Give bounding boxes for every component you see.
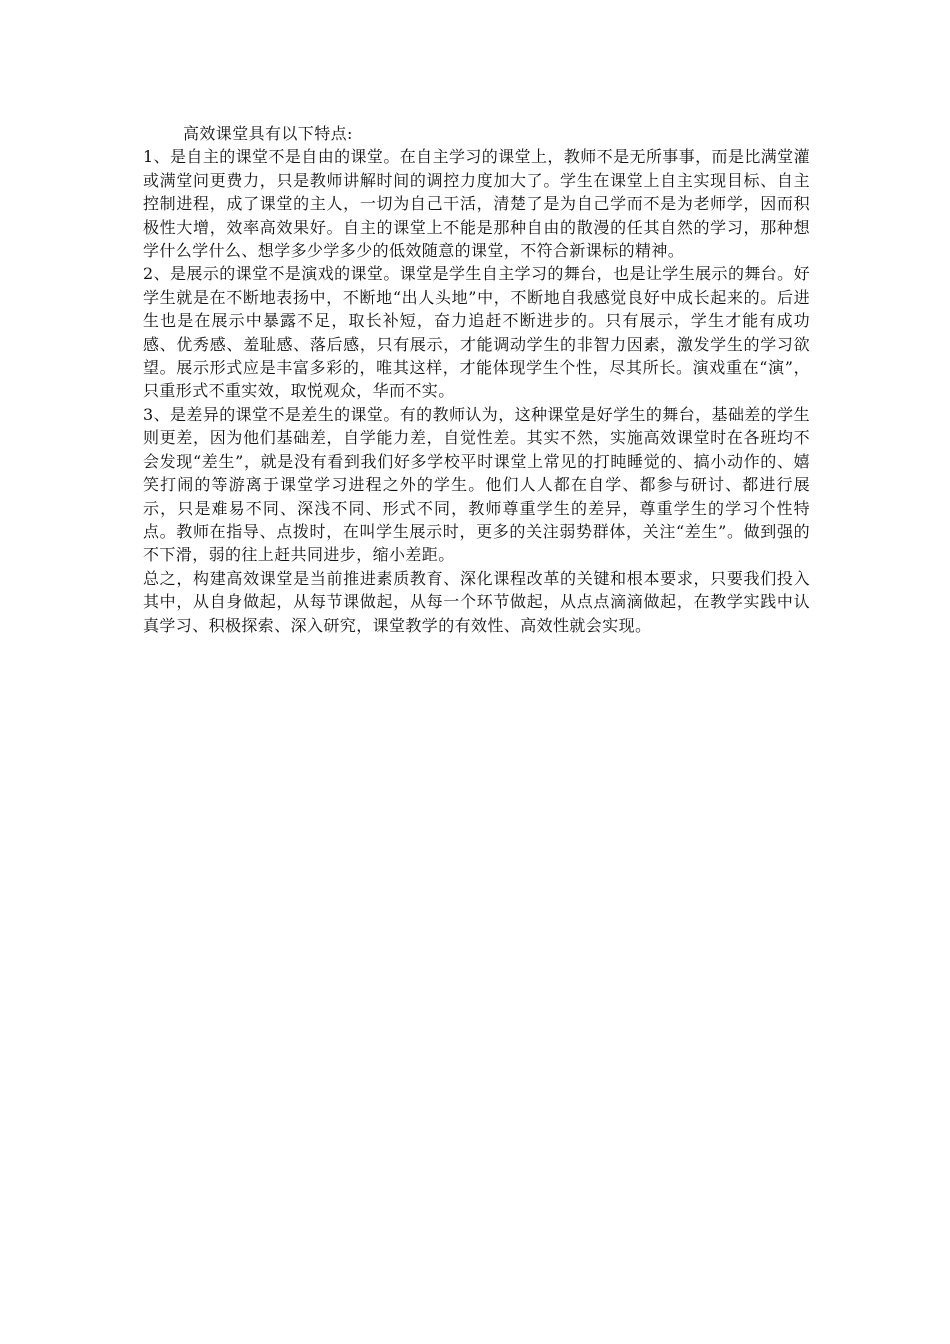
document-body <box>143 122 810 637</box>
paragraph-1: 1、是自主的课堂不是自由的课堂。在自主学习的课堂上，教师不是无所事事，而是比满堂灌或满堂问更费力，只是教师讲解时间的调控力度加大了。学生在课堂上自主实现目标、自主控制进程，成了课堂的主人，一切为自己干活，清楚了是为自己学而不是为老师学，因而积极性大增，效率高效果好。自主的课堂上不能是那种自由的散漫的任其自然的学习，那种想学什么学什么、想学多少学多少的低效随意的课堂，不符合新课标的精神。 <box>143 147 810 261</box>
intro-line: 高效课堂具有以下特点: <box>183 124 353 143</box>
paragraph-3: 3、是差异的课堂不是差生的课堂。有的教师认为，这种课堂是好学生的舞台，基础差的学生则更差，因为他们基础差，自学能力差，自觉性差。其实不然，实施高效课堂时在各班均不会发现“差生”，就是没有看到我们好多学校平时课堂上常见的打盹睡觉的、搞小动作的、嬉笑打闹的等游离于课堂学习进程之外的学生。他们人人都在自学、都参与研讨、都进行展示，只是难易不同、深浅不同、形式不同，教师尊重学生的差异，尊重学生的学习个性特点。教师在指导、点拨时，在叫学生展示时，更多的关注弱势群体，关注“差生”。做到强的不下滑，弱的往上赶共同进步，缩小差距。 <box>143 404 810 565</box>
paragraph-2: 2、是展示的课堂不是演戏的课堂。课堂是学生自主学习的舞台，也是让学生展示的舞台。好学生就是在不断地表扬中，不断地“出人头地”中，不断地自我感觉良好中成长起来的。后进生也是在展示中暴露不足，取长补短，奋力追赶不断进步的。只有展示，学生才能有成功感、优秀感、羞耻感、落后感，只有展示，才能调动学生的非智力因素，激发学生的学习欲望。展示形式应是丰富多彩的，唯其这样，才能体现学生个性，尽其所长。演戏重在“演”，只重形式不重实效，取悦观众，华而不实。 <box>143 264 810 401</box>
paragraph-conclusion: 总之，构建高效课堂是当前推进素质教育、深化课程改革的关键和根本要求，只要我们投入其中，从自身做起，从每节课做起，从每一个环节做起，从点点滴滴做起，在教学实践中认真学习、积极探索、深入研究，课堂教学的有效性、高效性就会实现。 <box>143 568 810 635</box>
